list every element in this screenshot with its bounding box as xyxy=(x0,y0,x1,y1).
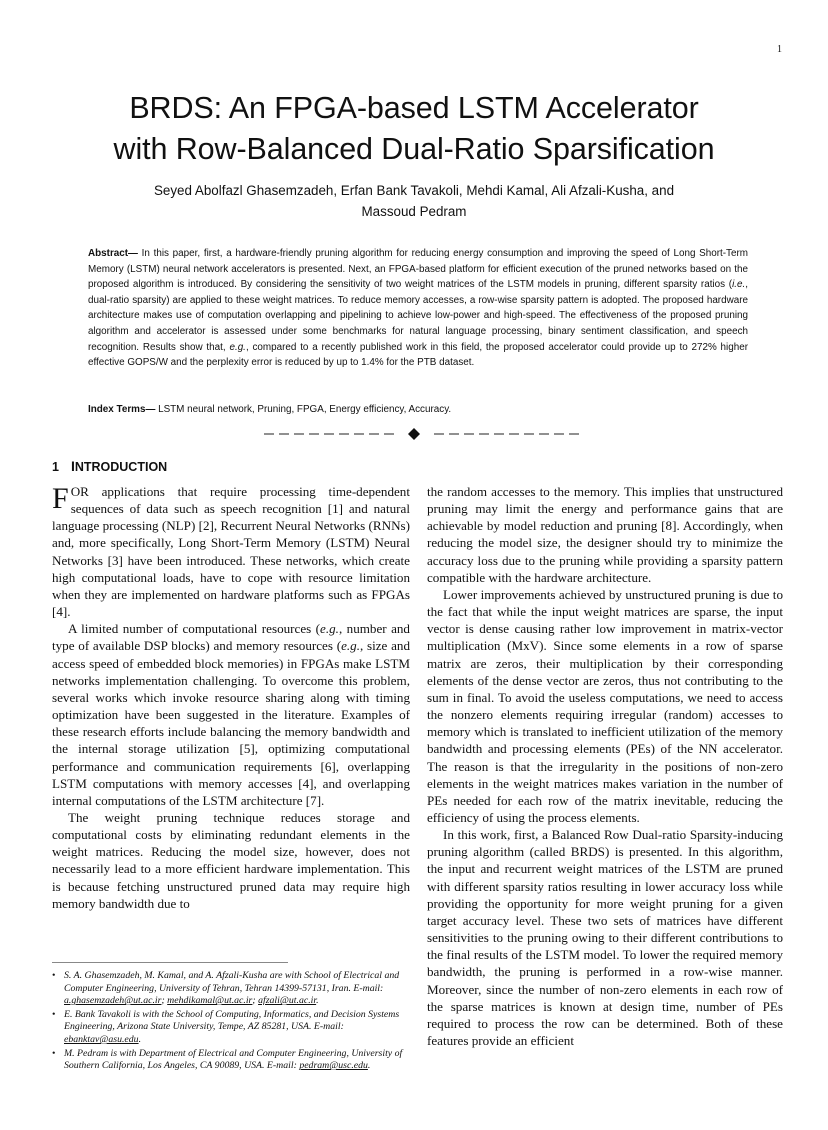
index-terms xyxy=(88,402,748,418)
author-list xyxy=(70,180,758,222)
footnote-item: • E. Bank Tavakoli is with the School of Computing, Informatics, and Decision Systems Engineering, Arizona State University, Tempe, AZ 85281, USA. E-mail: ebanktav@asu.edu. xyxy=(52,1009,412,1047)
paragraph: Lower improvements achieved by unstructured pruning is due to the fact that while the input weight matrices are sparse, the input vector is dense causing rather low improvement in matrix-vector multiplication (MxV). Since some elements in a row of sparse matrix are zeros, their multiplication by their corresponding elements of the dense vector are zeros, thus not contributing to the sum in final. To avoid the useless computations, we need to access the nonzero elements requiring irregular (random) accesses to memory which is translated to inefficient utilization of the memory bandwidth and processing elements (PEs) of the NN accelerator. The reason is that the irregularity in the positions of non-zero elements in the weight matrices makes variation in the number of PEs needed for each row of the matrix inevitable, reducing the efficiency of using the process elements. xyxy=(427,586,783,825)
diamond-icon xyxy=(408,428,420,440)
left-column xyxy=(52,483,410,912)
email-link[interactable]: ebanktav@asu.edu xyxy=(64,1033,139,1045)
abstract-ie: i.e. xyxy=(732,279,746,291)
footnote-item: • S. A. Ghasemzadeh, M. Kamal, and A. Afzali-Kusha are with School of Electrical and Computer Engineering, University of Tehran, Tehran 14399-57131, Iran. E-mail: a.ghasemzadeh@ut.ac.ir; mehdikamal@ut.ac.ir; afzali@ut.ac.ir. xyxy=(52,970,412,1008)
index-terms-text: LSTM neural network, Pruning, FPGA, Energy efficiency, Accuracy. xyxy=(155,404,452,415)
paper-title xyxy=(40,88,788,170)
paragraph: FOR applications that require processing time-dependent sequences of data such as speech recognition [1] and natural language processing (NLP) [2], Recurrent Neural Networks (RNNs) and, more specifically, Long Short-Term Memory (LSTM) Neural Networks [3] have been introduced. These networks, which create high computational loads, have to cope with resource limitation when they are implemented on hardware platforms such as FPGAs [4]. xyxy=(52,482,410,620)
footnote-rule xyxy=(52,962,288,963)
paragraph: In this work, first, a Balanced Row Dual-ratio Sparsity-inducing pruning algorithm (called BRDS) is presented. In this algorithm, the input and recurrent weight matrices of the LSTM are pruned with different sparsity ratios resulting in lower accuracy loss while providing the opportunity for more weight pruning for a given target accuracy level. These two sets of matrices have different sensitivities to the pruning owing to their different contributions to the final results of the LSTM model. To lower the required memory bandwidth, the pruning is performed in a row-wise manner. Moreover, since the number of non-zero elements in each row of the sparse matrices is known at design time, number of PEs required to process the row can be determined. Both of these features provide an efficient xyxy=(427,827,783,1048)
title-line-1: BRDS: An FPGA-based LSTM Accelerator xyxy=(129,91,699,125)
abstract-text-2: , dual-ratio sparsity) are applied to these weight matrices. To reduce memory accesses, a row-wise sparsity pattern is adopted. The proposed hardware architecture makes use of computation overlapping and pipelining to achieve low-power and high-speed. The effectiveness of the proposed pruning algorithm and accelerator is assessed under some benchmarks for natural language processing, binary sentiment classification, and speech recognition. Results show that, xyxy=(88,279,748,353)
footnotes xyxy=(52,970,412,1074)
section-heading xyxy=(52,458,167,474)
abstract-label: Abstract— xyxy=(88,248,138,259)
paragraph: the random accesses to the memory. This implies that unstructured pruning may limit the energy and performance gains that are achievable by model reduction and pruning [8]. Accordingly, when reducing the model size, the designer should try to minimize the accuracy loss due to the pruning while providing a sparsity pattern compatible with the hardware architecture. xyxy=(427,484,783,585)
email-link[interactable]: mehdikamal@ut.ac.ir xyxy=(167,995,253,1007)
paragraph: A limited number of computational resources (e.g., number and type of available DSP blocks) and memory resources (e.g., size and access speed of embedded block memories) in FPGAs make LSTM networks implementation challenging. To overcome this problem, several works which invoke resource sharing along with timing optimization have been suggested in the literature. Examples of these research efforts include balancing the memory bandwidth and the internal storage utilization [5], optimizing computational performance and communication requirements [6], overlapping LSTM computations with memory accesses [4], and overlapping internal computations of the LSTM architecture [7]. xyxy=(52,621,410,808)
section-title-initial: I xyxy=(70,458,75,474)
authors-line-1: Seyed Abolfazl Ghasemzadeh, Erfan Bank Tavakoli, Mehdi Kamal, Ali Afzali-Kusha, and xyxy=(153,183,675,198)
right-column xyxy=(427,483,783,1049)
email-link[interactable]: afzali@ut.ac.ir xyxy=(258,995,317,1007)
section-number: 1 xyxy=(52,460,59,474)
authors-line-2: Massoud Pedram xyxy=(361,204,467,219)
abstract xyxy=(88,246,748,371)
paragraph: The weight pruning technique reduces storage and computational costs by eliminating redundant elements in the weight matrices. Reducing the model size, however, does not necessarily lead to a more efficient hardware implementation. This is because fetching unstructured pruned data may require high memory bandwidth due to xyxy=(52,809,410,911)
drop-cap: F xyxy=(52,482,69,515)
page-number: 1 xyxy=(777,44,782,55)
email-link[interactable]: a.ghasemzadeh@ut.ac.ir xyxy=(64,995,162,1007)
section-divider xyxy=(200,424,628,444)
footnote-item: • M. Pedram is with Department of Electrical and Computer Engineering, University of Southern California, Los Angeles, CA 90089, USA. E-mail: pedram@usc.edu. xyxy=(52,1048,412,1073)
abstract-text-3: , compared to a recently published work in this field, the proposed accelerator could provide up to 272% higher effective GOPS/W and the perplexity error is reduced by up to 1.4% for the PTB dataset. xyxy=(88,341,748,369)
email-link[interactable]: pedram@usc.edu xyxy=(299,1060,368,1072)
section-title-rest: NTRODUCTION xyxy=(74,460,168,474)
index-terms-label: Index Terms— xyxy=(88,404,156,415)
abstract-eg: e.g. xyxy=(229,341,246,353)
abstract-text-1: In this paper, first, a hardware-friendly pruning algorithm for reducing energy consumption and improving the speed of Long Short-Term Memory (LSTM) neural network accelerators is presented. Next, an FPGA-based platform for efficient execution of the pruned networks based on the proposed algorithm is introduced. By considering the sensitivity of two weight matrices of the LSTM models in pruning, different sparsity ratios ( xyxy=(88,248,748,291)
title-line-2: with Row-Balanced Dual-Ratio Sparsification xyxy=(113,132,715,166)
